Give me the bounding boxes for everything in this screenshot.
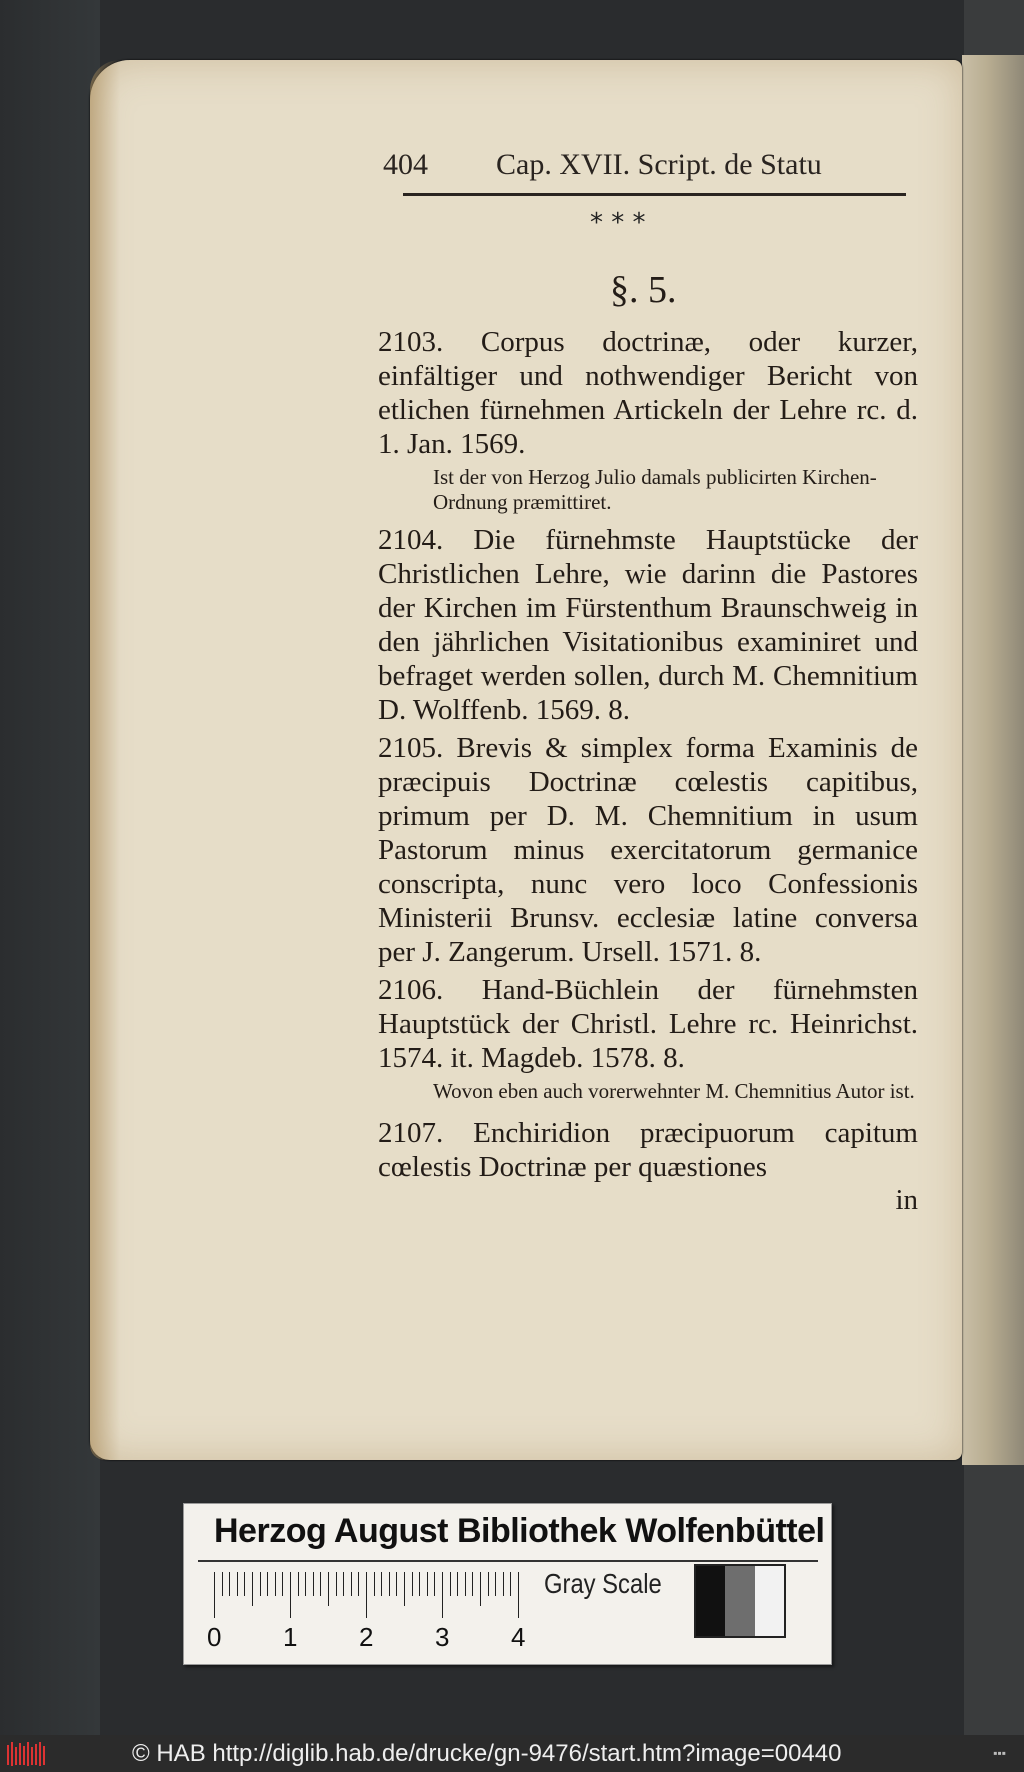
gray-swatch-2 bbox=[755, 1566, 784, 1636]
footer-corner-mark: ▪▪▪ bbox=[993, 1746, 1006, 1760]
hab-barcode-icon bbox=[6, 1741, 46, 1767]
ruler-tick bbox=[480, 1572, 481, 1606]
ruler-tick bbox=[313, 1572, 314, 1596]
calibration-card bbox=[183, 1503, 832, 1665]
ruler-number-1: 1 bbox=[283, 1622, 298, 1652]
ruler-tick bbox=[450, 1572, 451, 1596]
ruler-number-0: 0 bbox=[207, 1622, 222, 1652]
ruler-tick bbox=[244, 1572, 245, 1596]
ruler-tick bbox=[351, 1572, 352, 1596]
entry-2104: 2104. Die fürnehmste Hauptstücke der Christlichen Lehre, wie darinn die Pastores der Kirchen im Fürstenthum Braunschweig in den jährlichen Visitationibus examiniret und befraget werden sollen, durch M. Chemnitium D. Wolffenb. 1569. 8. bbox=[378, 524, 918, 726]
adjacent-page-edge bbox=[962, 55, 1024, 1465]
ruler-tick bbox=[518, 1572, 519, 1618]
entry-2103: 2103. Corpus doctrinæ, oder kurzer, einfältiger und nothwendiger Bericht von etlichen fürnehmen Artickeln der Lehre rc. d. 1. Jan. 1569. bbox=[378, 326, 918, 460]
ruler-tick bbox=[381, 1572, 382, 1596]
scan-background-left bbox=[0, 0, 100, 1735]
page-number: 404 bbox=[383, 148, 428, 181]
ruler-tick bbox=[389, 1572, 390, 1596]
ruler-tick bbox=[343, 1572, 344, 1596]
ruler-tick bbox=[472, 1572, 473, 1596]
ruler-tick bbox=[488, 1572, 489, 1596]
measurement-ruler bbox=[214, 1572, 519, 1620]
ruler-tick bbox=[404, 1572, 405, 1606]
text-block bbox=[378, 325, 918, 1217]
gray-scale-swatches bbox=[694, 1564, 786, 1638]
entry-2106-note: Wovon eben auch vorerwehnter M. Chemnitius Autor ist. bbox=[433, 1079, 915, 1103]
ruler-tick bbox=[442, 1572, 443, 1618]
ruler-tick bbox=[320, 1572, 321, 1596]
ruler-tick bbox=[222, 1572, 223, 1596]
entry-2103-note: Ist der von Herzog Julio damals publicirten Kirchen-Ordnung præmittiret. bbox=[433, 465, 877, 514]
ruler-tick bbox=[214, 1572, 215, 1618]
ruler-number-2: 2 bbox=[359, 1622, 374, 1652]
ruler-tick bbox=[328, 1572, 329, 1606]
section-heading: §. 5. bbox=[610, 269, 677, 311]
ruler-tick bbox=[305, 1572, 306, 1596]
ruler-tick bbox=[252, 1572, 253, 1606]
ruler-number-3: 3 bbox=[435, 1622, 450, 1652]
ruler-tick bbox=[237, 1572, 238, 1596]
ruler-tick bbox=[366, 1572, 367, 1618]
catchword: in bbox=[895, 1184, 918, 1216]
ruler-tick bbox=[336, 1572, 337, 1596]
ruler-tick bbox=[298, 1572, 299, 1596]
ruler-tick bbox=[267, 1572, 268, 1596]
ruler-tick bbox=[412, 1572, 413, 1596]
ruler-tick bbox=[495, 1572, 496, 1596]
ruler-tick bbox=[260, 1572, 261, 1596]
running-title: Cap. XVII. Script. de Statu bbox=[496, 148, 822, 181]
ruler-tick bbox=[290, 1572, 291, 1618]
asterism-ornament: * * * bbox=[590, 208, 646, 238]
ruler-tick bbox=[229, 1572, 230, 1596]
ruler-tick bbox=[510, 1572, 511, 1596]
ruler-tick bbox=[419, 1572, 420, 1596]
ruler-number-4: 4 bbox=[511, 1622, 526, 1652]
gray-scale-label: Gray Scale bbox=[544, 1568, 662, 1599]
ruler-tick bbox=[275, 1572, 276, 1596]
ruler-tick bbox=[358, 1572, 359, 1596]
ruler-tick bbox=[457, 1572, 458, 1596]
header-rule bbox=[403, 193, 906, 196]
ruler-tick bbox=[434, 1572, 435, 1596]
gray-swatch-1 bbox=[725, 1566, 754, 1636]
card-title: Herzog August Bibliothek Wolfenbüttel bbox=[214, 1512, 825, 1550]
entry-2105: 2105. Brevis & simplex forma Examinis de præcipuis Doctrinæ cœlestis capitibus, primum per D. M. Chemnitium in usum Pastorum minus exercitatorum germanice conscripta, nunc vero loco Confessionis Ministerii Brunsv. ecclesiæ latine conversa per J. Zangerum. Ursell. 1571. 8. bbox=[378, 732, 918, 968]
card-divider bbox=[198, 1560, 818, 1562]
entry-2107: 2107. Enchiridion præcipuorum capitum cœlestis Doctrinæ per quæstiones bbox=[378, 1117, 918, 1183]
entry-2106: 2106. Hand-Büchlein der fürnehmsten Hauptstück der Christl. Lehre rc. Heinrichst. 1574. it. Magdeb. 1578. 8. bbox=[378, 974, 918, 1074]
gray-swatch-0 bbox=[696, 1566, 725, 1636]
ruler-tick bbox=[282, 1572, 283, 1596]
ruler-tick bbox=[396, 1572, 397, 1596]
ruler-tick bbox=[503, 1572, 504, 1596]
ruler-tick bbox=[465, 1572, 466, 1596]
copyright-url-text: © HAB http://diglib.hab.de/drucke/gn-9476/start.htm?image=00440 bbox=[132, 1740, 842, 1767]
ruler-tick bbox=[427, 1572, 428, 1596]
ruler-tick bbox=[374, 1572, 375, 1596]
footer-bar bbox=[0, 1735, 1024, 1772]
